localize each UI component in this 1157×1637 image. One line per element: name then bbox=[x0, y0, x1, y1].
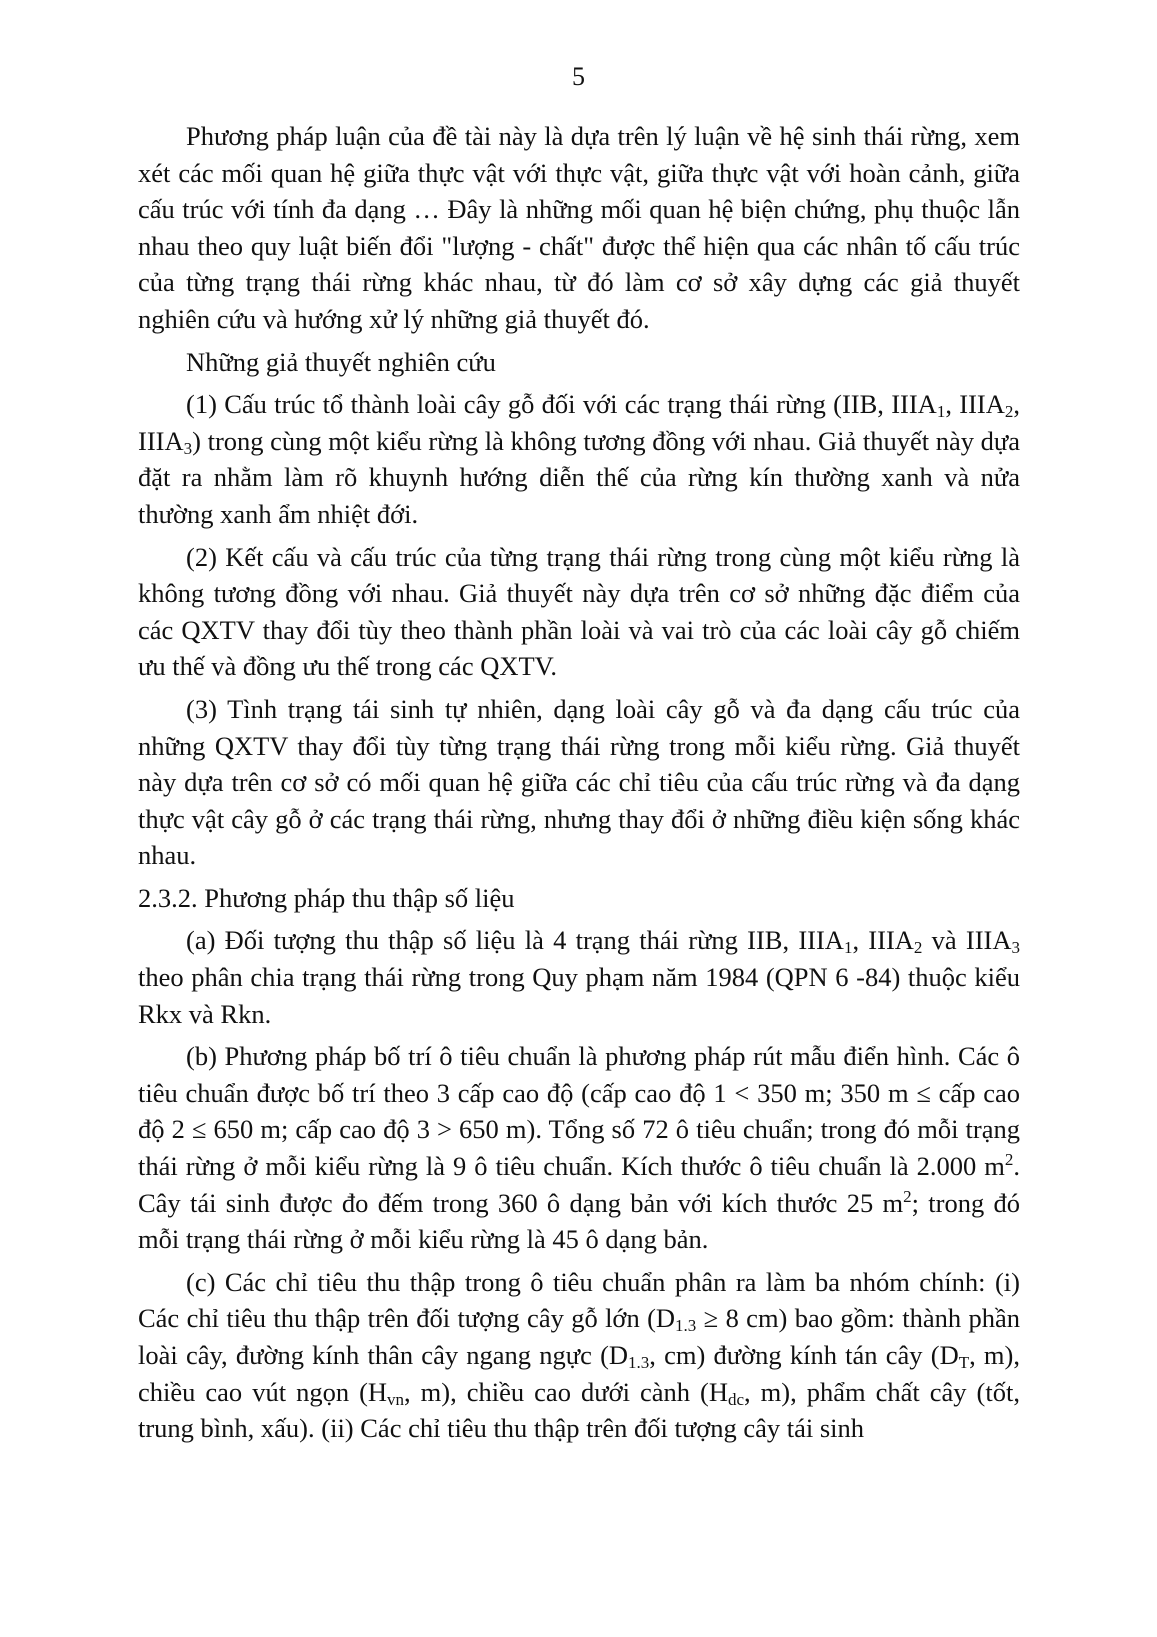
item-b-paragraph bbox=[138, 1038, 1020, 1258]
item-c-text: , m), chiều cao vút ngọn (H bbox=[138, 1340, 1020, 1407]
item-c-text: , m), chiều cao dưới cành (H bbox=[404, 1376, 728, 1407]
subscript: 3 bbox=[183, 438, 193, 458]
hypothesis-1-paragraph bbox=[138, 386, 1020, 532]
item-c-text: ≥ 8 cm) bao gồm: thành phần loài cây, đường kính thân cây ngang ngực (D bbox=[138, 1303, 1020, 1370]
hypothesis-1-text: ) trong cùng một kiểu rừng là không tương đồng với nhau. Giả thuyết này dựa đặt ra nhằm làm rõ khuynh hướng diễn thế của rừng kín thường xanh và nửa thường xanh ẩm nhiệt đới. bbox=[138, 425, 1020, 529]
subscript: 2 bbox=[1004, 402, 1014, 422]
section-heading: 2.3.2. Phương pháp thu thập số liệu bbox=[138, 882, 515, 913]
page-number: 5 bbox=[572, 62, 585, 91]
hypothesis-1-text: (1) Cấu trúc tổ thành loài cây gỗ đối với các trạng thái rừng (IIB, IIIA bbox=[186, 389, 937, 420]
item-b-text: ; trong đó mỗi trạng thái rừng ở mỗi kiểu rừng là 45 ô dạng bản. bbox=[138, 1187, 1020, 1255]
item-a-text: (a) Đối tượng thu thập số liệu là 4 trạng thái rừng IIB, IIIA bbox=[186, 925, 844, 956]
subscript: 1 bbox=[843, 938, 853, 958]
item-b-text: . Cây tái sinh được đo đếm trong 360 ô dạng bản với kích thước 25 m bbox=[138, 1151, 1020, 1218]
item-c-text: , m), phẩm chất cây (tốt, trung bình, xấu). (ii) Các chỉ tiêu thu thập trên đối tượng cây tái sinh bbox=[138, 1376, 1020, 1444]
item-c-text: (c) Các chỉ tiêu thu thập trong ô tiêu chuẩn phân ra làm ba nhóm chính: (i) Các chỉ tiêu thu thập trên đối tượng cây gỗ lớn (D bbox=[138, 1266, 1020, 1334]
hypothesis-1-text: , IIIA bbox=[945, 389, 1005, 420]
document-body bbox=[138, 118, 1020, 1453]
superscript: 2 bbox=[903, 1186, 912, 1206]
item-a-text: và IIIA bbox=[922, 925, 1012, 956]
subscript: 2 bbox=[913, 938, 923, 958]
intro-paragraph: Phương pháp luận của đề tài này là dựa trên lý luận về hệ sinh thái rừng, xem xét các mối quan hệ giữa thực vật với thực vật, giữa thực vật với hoàn cảnh, giữa cấu trúc với tính đa dạng … Đây là những mối quan hệ biện chứng, phụ thuộc lẫn nhau theo quy luật biến đổi "lượng - chất" được thể hiện qua các nhân tố cấu trúc của từng trạng thái rừng khác nhau, từ đó làm cơ sở xây dựng các giả thuyết nghiên cứu và hướng xử lý những giả thuyết đó. bbox=[138, 121, 1020, 334]
subscript: 3 bbox=[1011, 938, 1020, 958]
subscript: dc bbox=[727, 1389, 745, 1409]
hypothesis-2-paragraph: (2) Kết cấu và cấu trúc của từng trạng thái rừng trong cùng một kiểu rừng là không tương đồng với nhau. Giả thuyết này dựa trên cơ sở những đặc điểm của các QXTV thay đổi tùy theo thành phần loài và vai trò của các loài cây gỗ chiếm ưu thế và đồng ưu thế trong các QXTV. bbox=[138, 541, 1020, 682]
subscript: T bbox=[958, 1353, 970, 1372]
hypothesis-1-text: , IIIA bbox=[138, 389, 1020, 456]
item-a-paragraph bbox=[138, 922, 1020, 1032]
subscript: 1.3 bbox=[675, 1316, 697, 1336]
item-b-text: (b) Phương pháp bố trí ô tiêu chuẩn là phương pháp rút mẫu điển hình. Các ô tiêu chuẩn được bố trí theo 3 cấp cao độ (cấp cao độ 1 < 350 m; 350 m ≤ cấp cao độ 2 ≤ 650 m; cấp cao độ 3 > 650 m). Tổng số 72 ô tiêu chuẩn; trong đó mỗi trạng thái rừng ở mỗi kiểu rừng là 9 ô tiêu chuẩn. Kích thước ô tiêu chuẩn là 2.000 m bbox=[138, 1041, 1020, 1182]
hypotheses-heading: Những giả thuyết nghiên cứu bbox=[186, 346, 496, 377]
item-a-text: theo phân chia trạng thái rừng trong Quy phạm năm 1984 (QPN 6 -84) thuộc kiểu Rkx và Rkn. bbox=[138, 962, 1020, 1029]
subscript: vn bbox=[387, 1389, 405, 1409]
subscript: 1.3 bbox=[628, 1353, 650, 1372]
item-c-paragraph bbox=[138, 1264, 1020, 1447]
item-a-text: , IIIA bbox=[852, 925, 914, 956]
item-c-text: , cm) đường kính tán cây (D bbox=[649, 1340, 959, 1370]
hypothesis-3-paragraph: (3) Tình trạng tái sinh tự nhiên, dạng loài cây gỗ và đa dạng cấu trúc của những QXTV thay đổi tùy từng trạng thái rừng trong mỗi kiểu rừng. Giả thuyết này dựa trên cơ sở có mối quan hệ giữa các chỉ tiêu của cấu trúc rừng và đa dạng thực vật cây gỗ ở các trạng thái rừng, nhưng thay đổi ở những điều kiện sống khác nhau. bbox=[138, 693, 1020, 871]
subscript: 1 bbox=[936, 402, 946, 422]
superscript: 2 bbox=[1004, 1150, 1014, 1170]
